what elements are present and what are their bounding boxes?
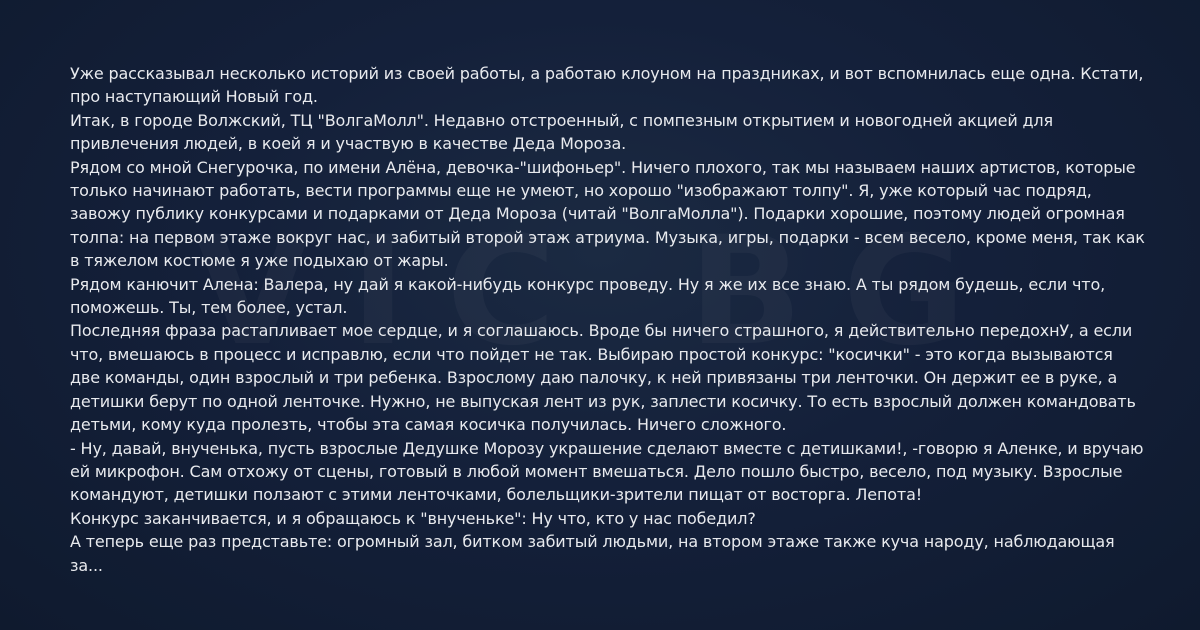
story-paragraph: Рядом со мной Снегурочка, по имени Алёна, девочка-"шифоньер". Ничего плохого, так мы называем наших артистов, которые только начинают работать, вести программы еще не умеют, но хорошо "изображают толпу". Я, уже который час подряд, завожу публику конкурсами и подарками от Деда Мороза (читай "ВолгаМолла"). Подарки хорошие, поэтому людей огромная толпа: на первом этаже вокруг нас, и забитый второй этаж атриума. Музыка, игры, подарки - всем весело, кроме меня, так как в тяжелом костюме я уже подыхаю от жары. xyxy=(70,157,1145,271)
story-paragraph: Итак, в городе Волжский, ТЦ "ВолгаМолл". Недавно отстроенный, с помпезным открытием и новогодней акцией для привлечения людей, в коей я и участвую в качестве Деда Мороза. xyxy=(70,110,1053,154)
story-paragraph: Последняя фраза растапливает мое сердце, и я соглашаюсь. Вроде бы ничего страшного, я действительно передохнУ, а если что, вмешаюсь в процесс и исправлю, если что пойдет не так. Выбираю простой конкурс: "косички" - это когда вызываются две команды, один взрослый и три ребенка. Взрослому даю палочку, к ней привязаны три ленточки. Он держит ее в руке, а детишки берут по одной ленточке. Нужно, не выпуская лент из рук, заплести косичку. То есть взрослый должен командовать детьми, кому куда пролезть, чтобы эта самая косичка получилась. Ничего сложного. xyxy=(70,321,1136,435)
story-paragraph: - Ну, давай, внученька, пусть взрослые Дедушке Морозу украшение сделают вместе с детишками!, -говорю я Аленке, и вручаю ей микрофон. Сам отхожу от сцены, готовый в любой момент вмешаться. Дело пошло быстро, весело, под музыку. Взрослые командуют, детишки ползают с этими ленточками, болельщики-зрители пищат от восторга. Лепота! xyxy=(70,438,1144,505)
story-paragraph: Конкурс заканчивается, и я обращаюсь к "внученьке": Ну что, кто у нас победил? xyxy=(70,508,756,528)
story-paragraph: Уже рассказывал несколько историй из своей работы, а работаю клоуном на праздниках, и вот вспомнилась еще одна. Кстати, про наступающий Новый год. xyxy=(70,64,1144,107)
story-text xyxy=(70,62,1145,577)
story-paragraph: Рядом канючит Алена: Валера, ну дай я какой-нибудь конкурс проведу. Ну я же их все знаю. А ты рядом будешь, если что, поможешь. Ты, тем более, устал. xyxy=(70,274,1106,318)
story-paragraph: А теперь еще раз представьте: огромный зал, битком забитый людьми, на втором этаже также куча народу, наблюдающая за... xyxy=(70,532,1115,575)
